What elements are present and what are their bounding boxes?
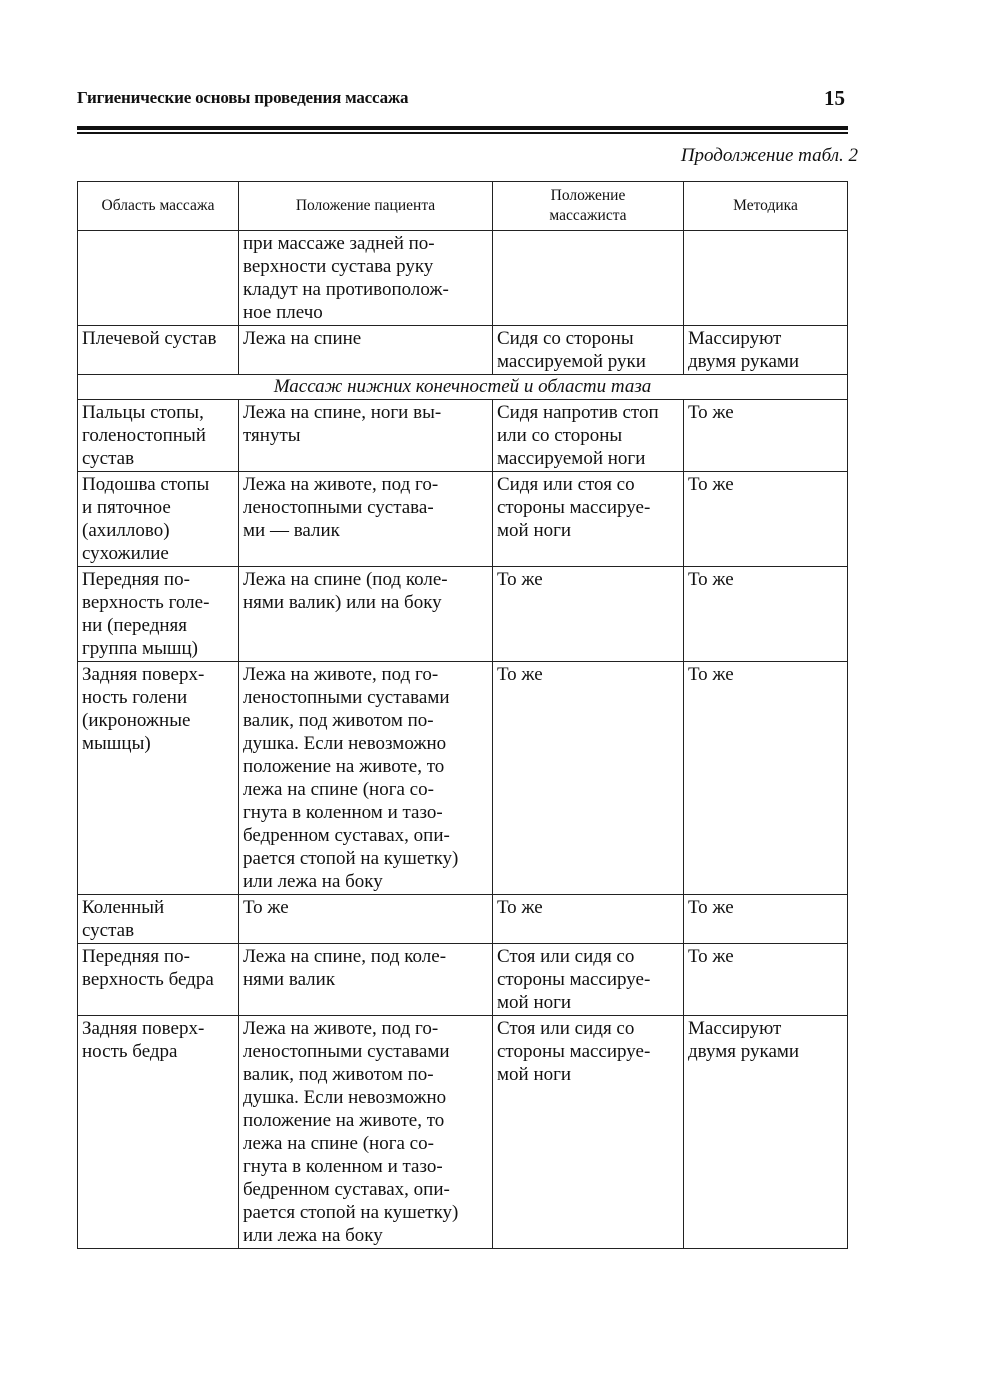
- cell-line: или со стороны: [497, 425, 623, 446]
- cell-line: Плечевой сустав: [82, 328, 217, 349]
- cell-patient-position: [239, 1016, 493, 1249]
- cell-line: душка. Если невозможно: [243, 1087, 447, 1108]
- cell-line: леностопными суставами: [243, 1041, 450, 1062]
- header-method: Методика: [684, 182, 848, 231]
- cell-line: мой ноги: [497, 520, 572, 541]
- cell-line: группа мышц): [82, 638, 198, 659]
- cell-line: леностопными сустава-: [243, 497, 434, 518]
- cell-line: Передняя по-: [82, 569, 190, 590]
- header-rule-thin: [77, 132, 848, 134]
- table-row: [78, 231, 848, 326]
- cell-line: Задняя поверх-: [82, 1018, 205, 1039]
- header-line: Положение: [550, 187, 626, 204]
- cell-line: или лежа на боку: [243, 871, 383, 892]
- cell-area: [78, 895, 239, 944]
- cell-line: Подошва стопы: [82, 474, 210, 495]
- cell-patient-position: [239, 400, 493, 472]
- cell-line: положение на животе, то: [243, 756, 445, 777]
- table-row: [78, 567, 848, 662]
- cell-therapist-position: [493, 326, 684, 375]
- cell-line: голеностопный: [82, 425, 206, 446]
- cell-line: Лежа на животе, под го-: [243, 664, 439, 685]
- cell-line: мой ноги: [497, 992, 572, 1013]
- cell-line: То же: [688, 897, 734, 918]
- cell-line: нями валик) или на боку: [243, 592, 442, 613]
- cell-line: сустав: [82, 920, 135, 941]
- cell-line: ность голени: [82, 687, 188, 708]
- page-number: 15: [824, 86, 845, 110]
- cell-line: нями валик: [243, 969, 336, 990]
- cell-line: положение на животе, то: [243, 1110, 445, 1131]
- cell-line: ми — валик: [243, 520, 340, 541]
- cell-patient-position: [239, 662, 493, 895]
- cell-line: рается стопой на кушетку): [243, 1202, 459, 1223]
- cell-line: Лежа на спине (под коле-: [243, 569, 448, 590]
- cell-line: Сидя напротив стоп: [497, 402, 659, 423]
- cell-line: Сидя или стоя со: [497, 474, 635, 495]
- cell-method: [684, 400, 848, 472]
- cell-area: [78, 1016, 239, 1249]
- cell-line: верхность голе-: [82, 592, 210, 613]
- cell-area: [78, 326, 239, 375]
- cell-line: верхности сустава руку: [243, 256, 434, 277]
- cell-line: массируемой ноги: [497, 448, 646, 469]
- cell-line: валик, под животом по-: [243, 1064, 434, 1085]
- cell-line: рается стопой на кушетку): [243, 848, 459, 869]
- cell-line: тянуты: [243, 425, 301, 446]
- table-row: [78, 400, 848, 472]
- table-row: [78, 944, 848, 1016]
- cell-therapist-position: [493, 1016, 684, 1249]
- running-head-title: Гигиенические основы проведения массажа: [77, 88, 409, 107]
- header-patient-position: Положение пациента: [239, 182, 493, 231]
- header-rule-thick: [77, 126, 848, 130]
- cell-line: кладут на противополож-: [243, 279, 449, 300]
- cell-line: Задняя поверх-: [82, 664, 205, 685]
- table-caption: Продолжение табл. 2: [680, 145, 858, 166]
- cell-line: То же: [243, 897, 289, 918]
- cell-line: двумя руками: [688, 351, 800, 372]
- cell-line: То же: [497, 569, 543, 590]
- header-area: Область массажа: [78, 182, 239, 231]
- cell-line: Лежа на спине, под коле-: [243, 946, 447, 967]
- cell-line: Массируют: [688, 328, 782, 349]
- header-therapist-position: [493, 182, 684, 231]
- cell-line: мышцы): [82, 733, 151, 754]
- cell-line: Сидя со стороны: [497, 328, 634, 349]
- cell-area: [78, 400, 239, 472]
- cell-line: стороны массируе-: [497, 1041, 651, 1062]
- cell-therapist-position: [493, 400, 684, 472]
- cell-line: То же: [688, 474, 734, 495]
- cell-line: Массируют: [688, 1018, 782, 1039]
- cell-line: Лежа на животе, под го-: [243, 1018, 439, 1039]
- cell-line: бедренном суставах, опи-: [243, 825, 450, 846]
- table-row: [78, 1016, 848, 1249]
- cell-line: Лежа на животе, под го-: [243, 474, 439, 495]
- cell-therapist-position: [493, 662, 684, 895]
- cell-patient-position: [239, 472, 493, 567]
- cell-patient-position: [239, 567, 493, 662]
- cell-line: двумя руками: [688, 1041, 800, 1062]
- cell-line: мой ноги: [497, 1064, 572, 1085]
- cell-line: сухожилие: [82, 543, 169, 564]
- cell-area: [78, 944, 239, 1016]
- cell-method: [684, 231, 848, 326]
- table-row: [78, 326, 848, 375]
- cell-method: [684, 472, 848, 567]
- cell-line: и пяточное: [82, 497, 171, 518]
- cell-method: [684, 1016, 848, 1249]
- cell-line: при массаже задней по-: [243, 233, 435, 254]
- cell-line: Лежа на спине: [243, 328, 362, 349]
- cell-line: ное плечо: [243, 302, 323, 323]
- cell-line: верхность бедра: [82, 969, 214, 990]
- cell-line: (ахиллово): [82, 520, 170, 541]
- cell-line: ни (передняя: [82, 615, 188, 636]
- cell-patient-position: [239, 231, 493, 326]
- cell-line: То же: [688, 569, 734, 590]
- table-row: [78, 895, 848, 944]
- cell-line: гнута в коленном и тазо-: [243, 802, 443, 823]
- cell-line: То же: [688, 402, 734, 423]
- cell-method: [684, 662, 848, 895]
- table-body: [78, 231, 848, 1249]
- cell-line: Лежа на спине, ноги вы-: [243, 402, 442, 423]
- section-row: [78, 375, 848, 400]
- cell-line: стороны массируе-: [497, 497, 651, 518]
- cell-therapist-position: [493, 944, 684, 1016]
- running-head: [77, 86, 847, 112]
- cell-therapist-position: [493, 472, 684, 567]
- cell-method: [684, 567, 848, 662]
- cell-therapist-position: [493, 895, 684, 944]
- cell-method: [684, 326, 848, 375]
- cell-method: [684, 895, 848, 944]
- cell-line: сустав: [82, 448, 135, 469]
- cell-line: То же: [497, 664, 543, 685]
- cell-area: [78, 231, 239, 326]
- cell-line: Стоя или сидя со: [497, 946, 635, 967]
- cell-patient-position: [239, 326, 493, 375]
- cell-line: Стоя или сидя со: [497, 1018, 635, 1039]
- cell-area: [78, 472, 239, 567]
- cell-line: То же: [688, 664, 734, 685]
- cell-line: валик, под животом по-: [243, 710, 434, 731]
- cell-line: лежа на спине (нога со-: [243, 779, 434, 800]
- cell-method: [684, 944, 848, 1016]
- cell-line: душка. Если невозможно: [243, 733, 447, 754]
- cell-line: леностопными суставами: [243, 687, 450, 708]
- cell-area: [78, 662, 239, 895]
- cell-therapist-position: [493, 567, 684, 662]
- cell-line: (икроножные: [82, 710, 191, 731]
- cell-line: лежа на спине (нога со-: [243, 1133, 434, 1154]
- header-line: массажиста: [549, 207, 627, 224]
- cell-patient-position: [239, 944, 493, 1016]
- cell-patient-position: [239, 895, 493, 944]
- cell-line: Пальцы стопы,: [82, 402, 204, 423]
- cell-line: массируемой руки: [497, 351, 646, 372]
- cell-area: [78, 567, 239, 662]
- table-row: [78, 472, 848, 567]
- cell-line: ность бедра: [82, 1041, 178, 1062]
- massage-positions-table: [77, 181, 848, 1249]
- cell-line: гнута в коленном и тазо-: [243, 1156, 443, 1177]
- cell-line: Передняя по-: [82, 946, 190, 967]
- cell-line: или лежа на боку: [243, 1225, 383, 1246]
- cell-line: То же: [497, 897, 543, 918]
- cell-line: стороны массируе-: [497, 969, 651, 990]
- section-title: Массаж нижних конечностей и области таза: [78, 375, 848, 400]
- cell-line: То же: [688, 946, 734, 967]
- cell-therapist-position: [493, 231, 684, 326]
- table-row: [78, 662, 848, 895]
- table-header-row: [78, 182, 848, 231]
- cell-line: Коленный: [82, 897, 165, 918]
- cell-line: бедренном суставах, опи-: [243, 1179, 450, 1200]
